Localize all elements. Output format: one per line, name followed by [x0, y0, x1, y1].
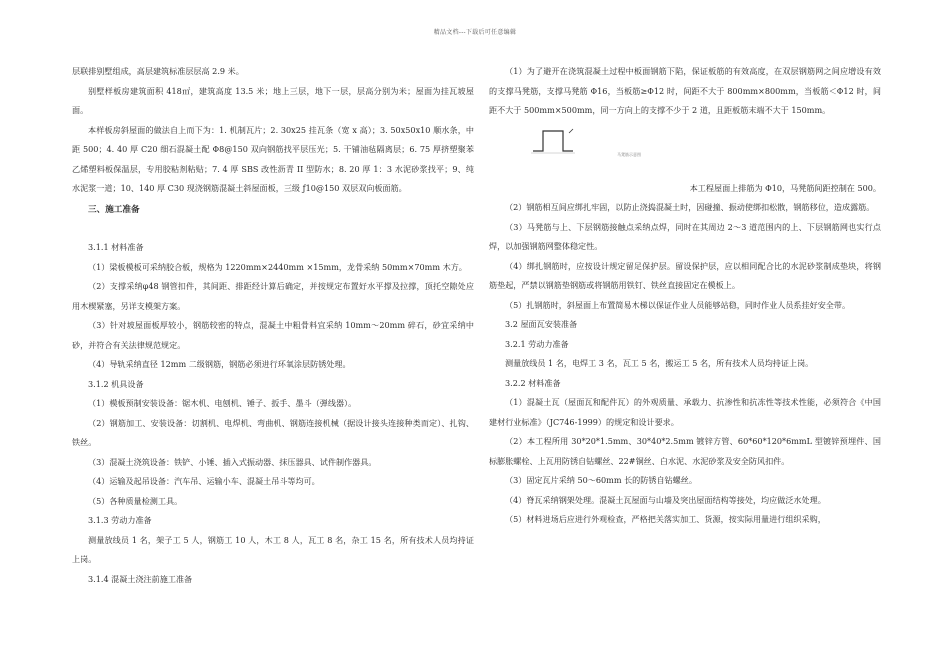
subsection-heading: 3.2 屋面瓦安装准备 — [505, 319, 578, 329]
paragraph: （1）模板预制安装设备：锯木机、电刨机、锤子、扳手、墨斗（弹线器）。 — [88, 398, 357, 408]
paragraph: （2）钢筋加工、安装设备：切割机、电焊机、弯曲机、钢筋连接机械（据设计接头连接种类而定）、扎钩、铁丝。 — [72, 417, 474, 447]
paragraph: （1）梁板模板可采纳胶合板，规格为 1220mm×2440mm ×15mm，龙骨采纳 50mm×70mm 木方。 — [88, 261, 467, 272]
right-column — [489, 62, 881, 530]
paragraph: （5）扎钢筋时，斜屋面上布置简易木梯以保证作业人员能够站稳，同时作业人员系挂好安全带。 — [505, 299, 851, 310]
paragraph: （5）各种质量检测工具。 — [88, 495, 183, 506]
paragraph: （1）为了避开在浇筑混凝土过程中板面钢筋下陷，保证板筋的有效高度，在双层钢筋网之间应增设有效的支撑马凳筋，支撑马凳筋 Φ16，当板筋≥Φ12 时，间距不大于 800mm×800mm，当板筋＜Φ12 时，间距不大于 500mm×500mm，同一方向上的支撑不少于 2 道，且距板筋末端不大于 150mm。 — [489, 66, 881, 115]
paragraph: （4）导轨采纳直径 12mm 二级钢筋，钢筋必须进行环氧涂层防锈处理。 — [88, 359, 351, 369]
subsection-heading: 3.2.1 劳动力准备 — [505, 338, 569, 349]
figure-caption: 马凳筋示意图 — [617, 151, 641, 157]
paragraph: （1）混凝土瓦（屋面瓦和配件瓦）的外观质量、承载力、抗渗性和抗冻性等技术性能，必须符合《中国建材行业标准》（JC746-1999）的规定和设计要求。 — [489, 397, 881, 427]
subsection-heading: 3.1.2 机具设备 — [88, 378, 144, 389]
paragraph: 测量放线员 1 名，架子工 5 人，钢筋工 10 人，木工 8 人，瓦工 8 名，杂工 15 名，所有技术人员均持证上岗。 — [72, 534, 474, 564]
subsection-heading: 3.1.3 劳动力准备 — [88, 515, 152, 525]
section-heading: 三、施工准备 — [88, 204, 140, 215]
rebar-chair-figure — [489, 121, 881, 179]
paragraph: 层联排别墅组成，高层建筑标准层层高 2.9 米。 — [72, 66, 244, 76]
paragraph: （4）绑扎钢筋时，应按设计规定留足保护层。留设保护层，应以相同配合比的水泥砂浆制成垫块，将钢筋垫起，严禁以钢筋垫钢筋或将钢筋用铁钉、铁丝直接固定在模板上。 — [489, 260, 881, 290]
paragraph: （3）混凝土浇筑设备：铁铲、小锤、插入式振动器、抹压器具、试件制作器具。 — [88, 456, 377, 467]
paragraph: 本样板房斜屋面的做法自上而下为：1. 机制瓦片；2. 30x25 挂瓦条（宽 x 高）；3. 50x50x10 顺水条，中距 500；4. 40 厚 C20 细石混凝土配 Φ8@150 双向钢筋找平层压光；5. 干铺油毡隔离层；6. 75 厚挤塑聚苯乙烯塑料板保温层，专用胶粘剂粘贴；7. 4 厚 SBS 改性沥青 II 型防水；8. 20 厚 1：3 水泥砂浆找平；9、纯水泥浆一道；10、140 厚 C30 现浇钢筋混凝土斜屋面板，三级 ƒ10@150 双层双向板面筋。 — [72, 124, 474, 193]
left-column — [72, 62, 474, 589]
paragraph: （5）材料进场后应进行外观检查，严格把关落实加工、货源，按实际用量进行组织采购， — [505, 514, 826, 524]
paragraph: （3）针对坡屋面板厚较小，钢筋较密的特点，混凝土中粗骨料宜采纳 10mm～20mm 碎石，砂宜采纳中砂，并符合有关法律规范规定。 — [72, 320, 474, 350]
paragraph: （4）运输及起吊设备：汽车吊、运输小车、混凝土吊斗等均可。 — [88, 476, 320, 486]
paragraph: （2）支撑采纳φ48 钢管扣件，其间距、排距经计算后确定，并按规定布置好水平撑及拉撑，顶托空隙处应用木楔紧塞，另详支模架方案。 — [72, 281, 474, 311]
subsection-heading: 3.2.2 材料准备 — [505, 377, 561, 388]
subsection-heading: 3.1.1 材料准备 — [88, 242, 144, 252]
rebar-chair-diagram — [529, 125, 619, 155]
paragraph: （3）马凳筋与上、下层钢筋接触点采纳点焊，同时在其周边 2～3 道范围内的上、下层钢筋网也实行点焊，以加强钢筋网整体稳定性。 — [489, 221, 881, 251]
paragraph: 测量放线员 1 名，电焊工 3 名，瓦工 5 名，搬运工 5 名，所有技术人员均持证上岗。 — [505, 358, 814, 368]
paragraph: 别墅样板房建筑面积 418㎡，建筑高度 13.5 米；地上三层，地下一层，层高分别为米；屋面为挂瓦坡屋面。 — [72, 85, 474, 115]
paragraph: （3）固定瓦片采纳 50～60mm 长的防锈自钻螺丝。 — [505, 475, 697, 485]
subsection-heading: 3.1.4 混凝土浇注前施工准备 — [88, 573, 193, 584]
paragraph: （4）脊瓦采纳钢架处理。混凝土瓦屋面与山墙及突出屋面结构等接处，均应做泛水处理。 — [505, 494, 826, 505]
paragraph: （2）本工程所用 30*20*1.5mm、30*40*2.5mm 镀锌方管、60*60*120*6mmL 型镀锌预埋件、国标膨胀螺栓、上瓦用防锈自钻螺丝、22#铜丝、白水泥、水泥砂浆及安全防风扣件。 — [489, 436, 881, 466]
paragraph: 本工程屋面上排筋为 Φ10，马凳筋间距控制在 500。 — [689, 182, 881, 193]
page-header: 精品文档---下载后可任意编辑 — [433, 29, 517, 36]
paragraph: （2）钢筋相互间应绑扎牢固，以防止浇捣混凝土时，因碰撞、振动使绑扣松散，钢筋移位，造成露筋。 — [505, 202, 875, 212]
